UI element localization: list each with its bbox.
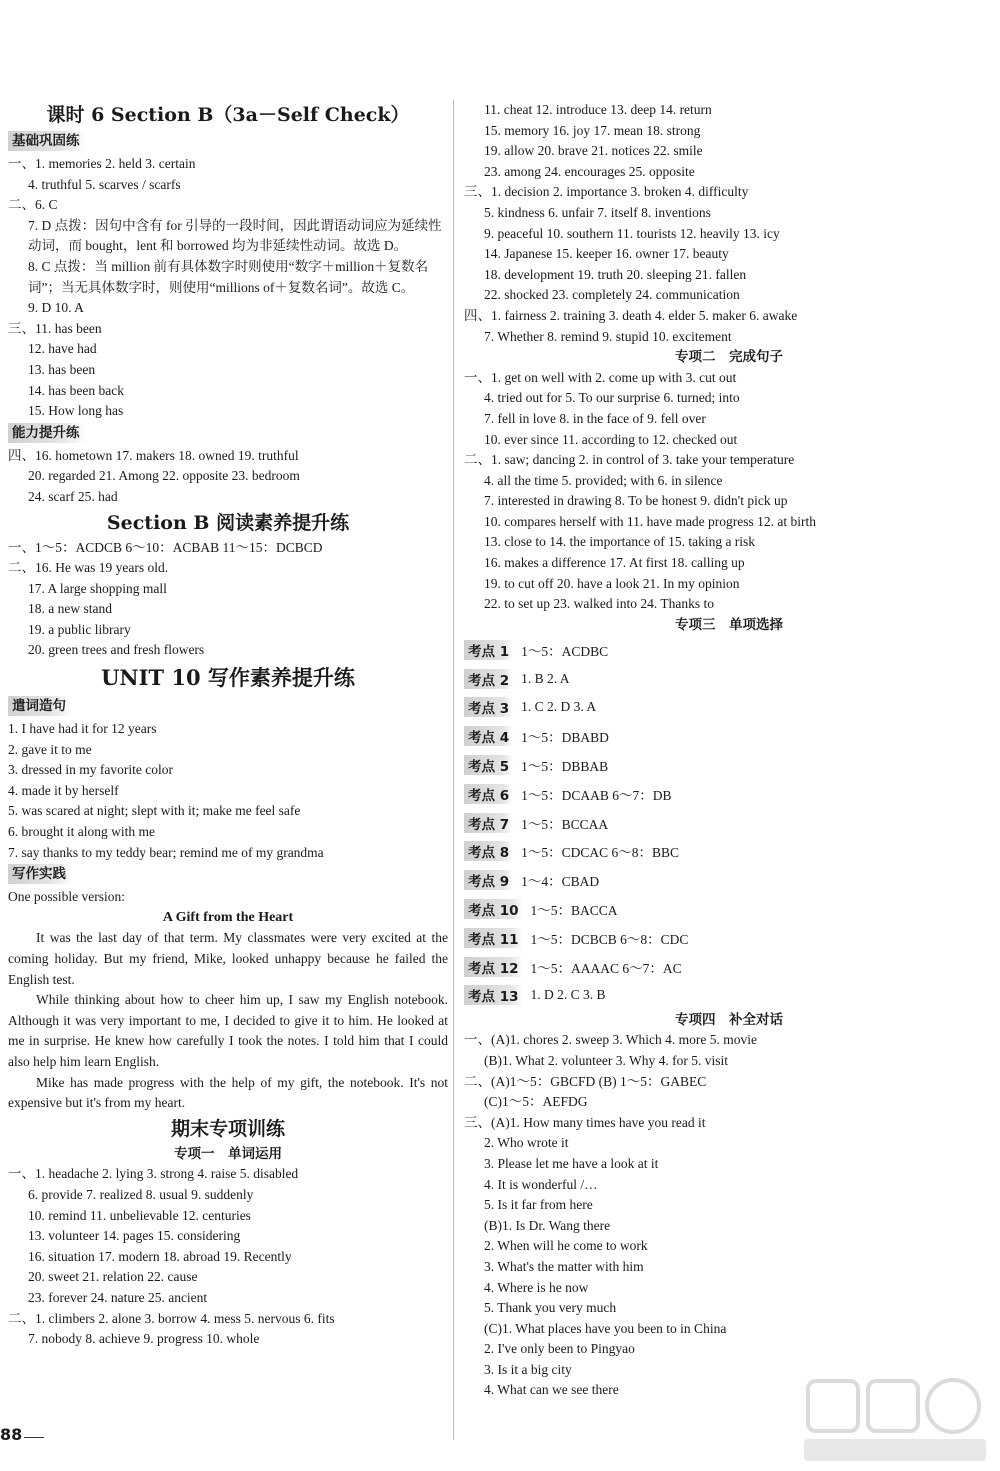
- answer-line: 3. Is it a big city: [484, 1361, 572, 1377]
- page-number-rule: [24, 1437, 44, 1438]
- answer-line: 4. tried out for 5. To our surprise 6. turned; into: [484, 390, 740, 406]
- version-label: One possible version:: [8, 889, 125, 905]
- answer-line: 7. D 点拨：因句中含有 for 引导的一段时间，因此谓语动词应为延续性动词，而 bought，lent 和 borrowed 均为非延续性动词。故选 D。: [28, 217, 442, 254]
- special2-answers: [464, 368, 994, 615]
- answer-line: (C)1～5：AEFDG: [484, 1094, 588, 1110]
- answer-line: 三、11. has been: [8, 320, 102, 336]
- answer-line: 10. compares herself with 11. have made progress 12. at birth: [484, 513, 817, 529]
- answer-line: 10. ever since 11. according to 12. checked out: [484, 431, 738, 447]
- kaodian-row: [464, 808, 994, 837]
- kaodian-label: 考点 13: [464, 985, 523, 1005]
- kaodian-label: 考点 8: [464, 841, 513, 861]
- answer-line: 16. situation 17. modern 18. abroad 19. Recently: [28, 1248, 292, 1264]
- answer-line: 9. peaceful 10. southern 11. tourists 12. heavily 13. icy: [484, 225, 780, 241]
- answer-line: 20. sweet 21. relation 22. cause: [28, 1269, 198, 1285]
- answer-line: 12. have had: [28, 341, 97, 357]
- kaodian-label: 考点 12: [464, 957, 523, 977]
- special4-answers: [464, 1030, 994, 1401]
- answer-line: 2. When will he come to work: [484, 1238, 648, 1254]
- answer-line: 3. What's the matter with him: [484, 1258, 644, 1274]
- article-paragraph: [8, 990, 448, 1072]
- kaodian-answers: 1～5：BACCA: [530, 903, 618, 918]
- answer-line: 20. regarded 21. Among 22. opposite 23. bedroom: [28, 468, 300, 484]
- article-paragraph: [8, 1073, 448, 1114]
- answer-line: 四、16. hometown 17. makers 18. owned 19. truthful: [8, 447, 299, 463]
- answer-line: 8. C 点拨：当 million 前有具体数字时则使用“数字＋million＋复数名词”；当无具体数字时，则使用“millions of＋复数名词”。故选 C。: [28, 258, 429, 295]
- answer-line: 二、1. saw; dancing 2. in control of 3. take your temperature: [464, 452, 795, 468]
- special2-title: 专项二 完成句子: [675, 349, 783, 366]
- lesson-title: 课时 6 Section B（3a－Self Check）: [46, 104, 410, 126]
- kaodian-label: 考点 6: [464, 784, 513, 804]
- page-number: 88: [0, 1425, 23, 1444]
- answer-line: 13. volunteer 14. pages 15. considering: [28, 1228, 241, 1244]
- left-column: [8, 100, 448, 1350]
- answer-line: 6. provide 7. realized 8. usual 9. suddenly: [28, 1186, 254, 1202]
- kaodian-answers: 1～5：DCBCB 6～8：CDC: [530, 931, 689, 947]
- kaodian-label: 考点 7: [464, 813, 513, 833]
- kaodian-answers: 1～5：BCCAA: [521, 816, 609, 832]
- answer-line: 4. Where is he now: [484, 1279, 589, 1295]
- answer-line: 6. brought it along with me: [8, 824, 155, 840]
- special3-title: 专项三 单项选择: [675, 616, 783, 633]
- kaodian-row: [464, 837, 994, 866]
- answer-line: (C)1. What places have you been to in China: [484, 1320, 727, 1336]
- ability-band-label: 能力提升练: [8, 423, 86, 443]
- answer-line: 一、1. headache 2. lying 3. strong 4. raise 5. disabled: [8, 1166, 299, 1182]
- answer-line: 24. scarf 25. had: [28, 488, 118, 504]
- right-column: [464, 100, 994, 1401]
- answer-line: 4. made it by herself: [8, 782, 119, 798]
- answer-line: 2. Who wrote it: [484, 1135, 569, 1151]
- answer-line: 11. cheat 12. introduce 13. deep 14. return: [484, 102, 712, 117]
- kaodian-row: [464, 722, 994, 751]
- special1-continued-answers: [464, 100, 994, 347]
- kaodian-label: 考点 3: [464, 697, 513, 717]
- answer-line: 二、1. climbers 2. alone 3. borrow 4. mess 5. nervous 6. fits: [8, 1310, 335, 1326]
- answer-line: 9. D 10. A: [28, 300, 84, 316]
- kaodian-label: 考点 1: [464, 640, 513, 660]
- kaodian-row: [464, 923, 994, 952]
- article-paragraph: [8, 928, 448, 990]
- kaodian-answers: 1. D 2. C 3. B: [530, 987, 606, 1003]
- answer-line: 23. among 24. encourages 25. opposite: [484, 163, 695, 179]
- answer-line: 3. Please let me have a look at it: [484, 1155, 659, 1171]
- kaodian-label: 考点 10: [464, 899, 523, 919]
- answer-line: 5. was scared at night; slept with it; make me feel safe: [8, 803, 301, 819]
- kaodian-answers: 1～5：DCAAB 6～7：DB: [521, 787, 672, 803]
- kaodian-row: [464, 779, 994, 808]
- answer-line: 7. Whether 8. remind 9. stupid 10. excitement: [484, 328, 732, 344]
- answer-line: 15. How long has: [28, 403, 124, 419]
- answer-line: 二、6. C: [8, 197, 58, 213]
- answer-line: 7. say thanks to my teddy bear; remind me of my grandma: [8, 844, 324, 860]
- answer-line: 四、1. fairness 2. training 3. death 4. elder 5. maker 6. awake: [464, 307, 798, 323]
- writing-band-label: 写作实践: [8, 864, 72, 884]
- kaodian-row: [464, 664, 994, 693]
- answer-line: 18. a new stand: [28, 601, 112, 617]
- answer-line: 7. fell in love 8. in the face of 9. fell over: [484, 410, 706, 426]
- paragraph-text: While thinking about how to cheer him up, I saw my English notebook. Although it was very important to me, I decided to give it to him. He looked at me in surprise. He knew how carefully I took the notes. I told him that I could also help him learn English.: [8, 992, 448, 1069]
- unit-title: UNIT 10 写作素养提升练: [101, 665, 355, 691]
- kaodian-answers: 1～5：CDCAC 6～8：BBC: [521, 845, 679, 861]
- kaodian-row: [464, 751, 994, 780]
- paragraph-text: It was the last day of that term. My classmates were very excited at the coming holiday. But my friend, Mike, looked unhappy because he failed the English test.: [8, 930, 448, 987]
- answer-line: 三、1. decision 2. importance 3. broken 4. difficulty: [464, 184, 749, 200]
- basic-band-label: 基础巩固练: [8, 131, 86, 151]
- kaodian-label: 考点 5: [464, 755, 513, 775]
- answer-line: 18. development 19. truth 20. sleeping 21. fallen: [484, 266, 747, 282]
- answer-line: 4. all the time 5. provided; with 6. in silence: [484, 472, 723, 488]
- answer-line: 10. remind 11. unbelievable 12. centuries: [28, 1207, 251, 1223]
- answer-line: 14. has been back: [28, 382, 124, 398]
- answer-line: (B)1. Is Dr. Wang there: [484, 1217, 611, 1233]
- answer-line: 13. has been: [28, 361, 96, 377]
- answer-line: 19. to cut off 20. have a look 21. In my opinion: [484, 575, 740, 591]
- kaodian-label: 考点 4: [464, 726, 513, 746]
- answer-line: 4. It is wonderful /…: [484, 1176, 598, 1192]
- article-body: [8, 928, 448, 1113]
- special4-title: 专项四 补全对话: [675, 1011, 783, 1028]
- answer-line: 三、(A)1. How many times have you read it: [464, 1114, 706, 1130]
- kaodian-answers: 1～5：ACDBC: [521, 643, 609, 659]
- answer-line: 一、1. get on well with 2. come up with 3. cut out: [464, 369, 737, 385]
- answer-line: 一、1. memories 2. held 3. certain: [8, 156, 196, 171]
- kaodian-row: [464, 866, 994, 895]
- answer-line: 5. kindness 6. unfair 7. itself 8. inventions: [484, 204, 711, 220]
- kaodian-row: [464, 952, 994, 981]
- kaodian-label: 考点 11: [464, 928, 523, 948]
- answer-line: 16. makes a difference 17. At first 18. calling up: [484, 555, 745, 571]
- answer-line: (B)1. What 2. volunteer 3. Why 4. for 5. visit: [484, 1052, 728, 1068]
- answer-line: 14. Japanese 15. keeper 16. owner 17. beauty: [484, 246, 729, 262]
- writing-section-header: [8, 864, 448, 886]
- sentence-band-label: 遣词造句: [8, 696, 72, 716]
- answer-line: 20. green trees and fresh flowers: [28, 642, 205, 658]
- kaodian-row: [464, 895, 994, 924]
- kaodian-label: 考点 2: [464, 669, 513, 689]
- answer-line: 二、16. He was 19 years old.: [8, 560, 169, 576]
- kaodian-answers: 1～4：CBAD: [521, 874, 600, 890]
- answer-line: 二、(A)1～5：GBCFD (B) 1～5：GABEC: [464, 1073, 707, 1089]
- kaodian-answers: 1～5：DBBAB: [521, 759, 609, 775]
- answer-line: 2. gave it to me: [8, 741, 92, 757]
- basic-answers: [8, 154, 448, 422]
- kaodian-row: [464, 693, 994, 722]
- answer-line: 2. I've only been to Pingyao: [484, 1341, 635, 1357]
- answer-line: 7. nobody 8. achieve 9. progress 10. whole: [28, 1331, 260, 1347]
- reading-answers: [8, 538, 448, 662]
- special1-answers: [8, 1164, 448, 1349]
- answer-line: 22. shocked 23. completely 24. communication: [484, 287, 740, 303]
- special3-answers: [464, 635, 994, 1009]
- answer-line: 17. A large shopping mall: [28, 580, 167, 596]
- kaodian-row: [464, 981, 994, 1010]
- kaodian-answers: 1～5：DBABD: [521, 730, 609, 746]
- paragraph-text: Mike has made progress with the help of my gift, the notebook. It's not expensive but it's from my heart.: [8, 1074, 448, 1111]
- answer-line: 一、(A)1. chores 2. sweep 3. Which 4. more 5. movie: [464, 1032, 757, 1048]
- answer-line: 1. I have had it for 12 years: [8, 721, 157, 737]
- answer-line: 一、1～5：ACDCB 6～10：ACBAB 11～15：DCBCD: [8, 539, 323, 555]
- kaodian-label: 考点 9: [464, 870, 513, 890]
- answer-line: 4. truthful 5. scarves / scarfs: [28, 176, 181, 192]
- answer-line: 5. Is it far from here: [484, 1197, 593, 1213]
- special1-title: 专项一 单词运用: [174, 1145, 282, 1162]
- answer-line: 15. memory 16. joy 17. mean 18. strong: [484, 122, 701, 138]
- final-title: 期末专项训练: [170, 1117, 285, 1140]
- kaodian-answers: 1. C 2. D 3. A: [521, 699, 597, 715]
- sentence-answers: [8, 719, 448, 863]
- kaodian-answers: 1～5：AAAAC 6～7：AC: [530, 960, 682, 976]
- answer-line: 5. Thank you very much: [484, 1300, 617, 1316]
- article-title: A Gift from the Heart: [162, 909, 294, 925]
- basic-section-header: [8, 131, 448, 153]
- ability-answers: [8, 446, 448, 508]
- kaodian-answers: 1. B 2. A: [521, 670, 570, 686]
- column-divider: [453, 100, 454, 1440]
- ability-section-header: [8, 423, 448, 445]
- watermark-logo: [800, 1375, 990, 1465]
- answer-line: 4. What can we see there: [484, 1382, 619, 1398]
- answer-line: 19. a public library: [28, 621, 131, 637]
- answer-line: 22. to set up 23. walked into 24. Thanks to: [484, 596, 714, 612]
- sentence-section-header: [8, 696, 448, 718]
- answer-line: 3. dressed in my favorite color: [8, 762, 173, 778]
- answer-line: 19. allow 20. brave 21. notices 22. smile: [484, 143, 703, 159]
- answer-line: 23. forever 24. nature 25. ancient: [28, 1289, 208, 1305]
- kaodian-row: [464, 635, 994, 664]
- answer-line: 13. close to 14. the importance of 15. taking a risk: [484, 534, 756, 550]
- reading-title: Section B 阅读素养提升练: [106, 511, 350, 534]
- answer-line: 7. interested in drawing 8. To be honest 9. didn't pick up: [484, 493, 788, 509]
